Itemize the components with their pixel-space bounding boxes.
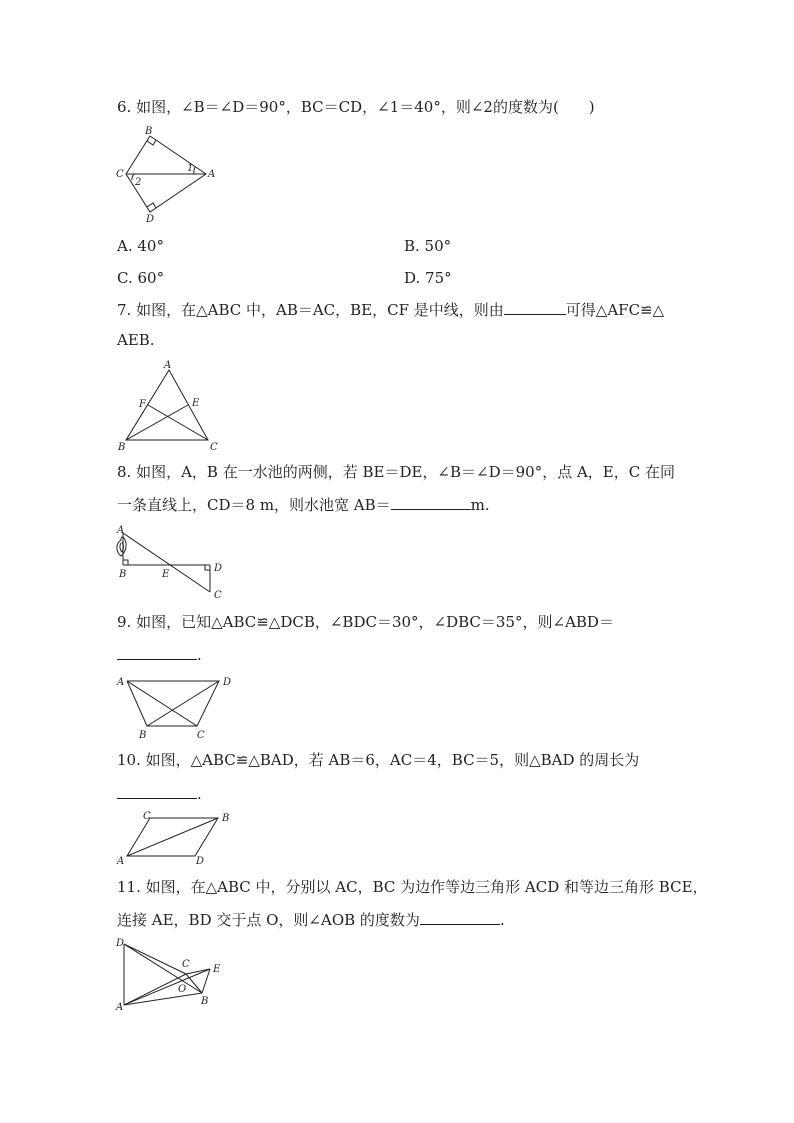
q6-label-b: B [145,126,153,137]
q6-label-1: 1 [187,163,194,174]
q9-text-after: . [197,646,202,664]
q11-line1: 11. 如图，在△ABC 中，分别以 AC，BC 为边作等边三角形 ACD 和等边三角形 BCE， [117,878,708,896]
q10-figure [112,808,238,868]
q6-label-c: C [116,169,124,180]
q7-figure [112,360,224,454]
q11-text-after: . [499,911,505,929]
q10-line1: 10. 如图，△ABC≌△BAD，若 AB＝6，AC＝4，BC＝5，则△BAD 的周长为 [117,751,640,769]
q6-option-c[interactable]: C. 60° [117,269,165,287]
q8-text-after: m. [470,496,490,514]
q8-label-b: B [119,569,127,580]
q6-figure [112,124,222,226]
q6-option-a[interactable]: A. 40° [117,237,164,255]
q11-label-b: B [201,996,209,1007]
q7-label-c: C [210,442,218,453]
q9-answer-blank[interactable] [117,644,197,660]
q8-answer-blank[interactable] [391,494,471,510]
q11-label-d: D [116,938,125,949]
q10-line2 [117,783,202,804]
q11-line2 [117,909,505,930]
q7-line1 [117,299,664,320]
q11-figure [112,934,228,1014]
q6-angle-arc-1 [194,167,195,174]
q7-label-e: E [192,398,200,409]
q7-label-f: F [139,399,146,410]
q6-angle-arc-2 [132,174,134,180]
q10-label-a: A [117,856,125,867]
q11-line-dc [124,944,186,974]
q9-figure [112,670,238,742]
q6-right-angle-b [147,140,156,145]
q11-line-eb [202,969,210,993]
q8-label-e: E [162,569,170,580]
q11-label-e: E [213,964,221,975]
q10-diagonal-ab [127,818,218,856]
q6-text: 6. 如图，∠B＝∠D＝90°，BC＝CD，∠1＝40°，则∠2的度数为( ) [117,98,595,116]
q9-label-d: D [223,677,232,688]
q10-label-d: D [196,856,205,867]
q8-pond [117,537,126,556]
q7-line2: AEB. [117,331,155,349]
q9-trapezoid [127,681,219,726]
q8-label-a: A [117,525,125,536]
q7-label-a: A [164,360,172,371]
q9-label-a: A [117,677,125,688]
q10-label-b: B [222,813,230,824]
q11-label-a: A [116,1002,124,1013]
q7-text-before: 7. 如图，在△ABC 中，AB＝AC，BE，CF 是中线，则由 [117,301,504,319]
q10-label-c: C [143,811,151,822]
q11-text-before: 连接 AE，BD 交于点 O，则∠AOB 的度数为 [117,911,420,929]
q8-label-d: D [214,563,223,574]
q11-line-cb [186,974,202,993]
q8-line2 [117,494,490,515]
q8-line1: 8. 如图，A，B 在一水池的两侧，若 BE＝DE，∠B＝∠D＝90°，点 A，E，C 在同 [117,463,675,481]
q9-label-c: C [197,730,205,741]
q11-label-c: C [182,959,190,970]
q8-right-angle-d [205,565,210,570]
q6-option-b[interactable]: B. 50° [404,237,452,255]
q6-label-2: 2 [135,177,142,188]
q8-label-c: C [214,590,222,601]
q8-text-before: 一条直线上，CD＝8 m，则水池宽 AB＝ [117,496,391,514]
q6-label-d: D [146,214,155,225]
q6-label-a: A [208,169,216,180]
q9-line2 [117,644,202,665]
q8-figure [112,522,228,602]
q10-text-after: . [197,785,202,803]
q7-label-b: B [118,442,126,453]
q8-line-ac [123,533,210,592]
q9-line1: 9. 如图，已知△ABC≌△DCB，∠BDC＝30°，∠DBC＝35°，则∠ABD＝ [117,613,614,631]
q7-text-after: 可得△AFC≌△ [565,301,665,319]
q11-answer-blank[interactable] [420,909,500,925]
q10-answer-blank[interactable] [117,783,197,799]
q6-right-angle-d [147,203,156,208]
q11-label-o: O [178,984,187,995]
q6-option-d[interactable]: D. 75° [404,269,452,287]
q8-right-angle-b [123,560,128,565]
q9-label-b: B [139,730,147,741]
q7-answer-blank[interactable] [504,299,566,315]
